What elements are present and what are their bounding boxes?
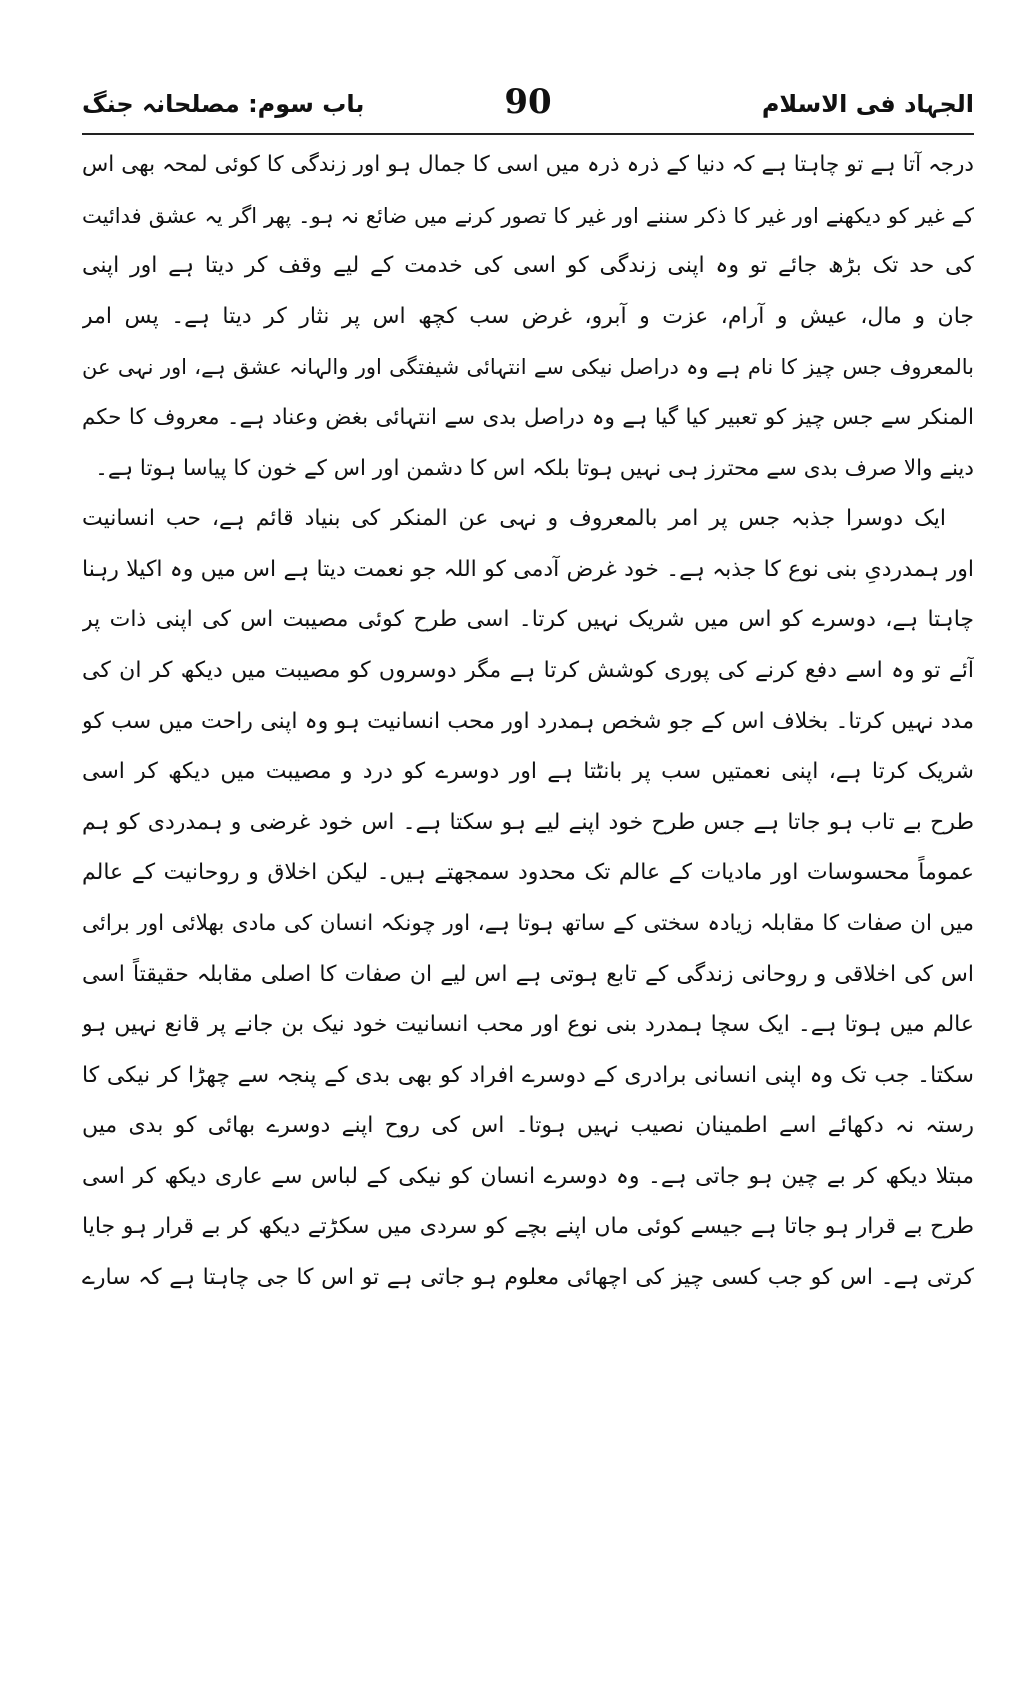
text-line: عالم میں ہوتا ہے۔ ایک سچا ہمدرد بنی نوع اور محب انسانیت خود نیک بن جانے پر قانع نہیں ہو	[82, 1012, 974, 1038]
paragraph	[82, 140, 974, 494]
text-line: عموماً محسوسات اور مادیات کے عالم تک محدود سمجھتے ہیں۔ لیکن اخلاق و روحانیت کے عالم	[82, 860, 974, 886]
text-line: طرح بے قرار ہو جاتا ہے جیسے کوئی ماں اپنے بچے کو سردی میں سکڑتے دیکھ کر بے قرار ہو جایا	[82, 1214, 974, 1240]
text-line: اور ہمدردیِ بنی نوع کا جذبہ ہے۔ خود غرض آدمی کو اللہ جو نعمت دیتا ہے اس میں وہ اکیلا رہنا	[82, 556, 974, 582]
header-rule	[82, 133, 974, 135]
text-line: رستہ نہ دکھائے اسے اطمینان نصیب نہیں ہوتا۔ اس کی روح اپنے دوسرے بھائی کو بدی میں	[82, 1113, 974, 1139]
running-header	[82, 82, 974, 132]
text-line: شریک کرتا ہے، اپنی نعمتیں سب پر بانٹتا ہے اور دوسرے کو درد و مصیبت میں دیکھ کر اسی	[82, 759, 974, 785]
text-line: کے غیر کو دیکھنے اور غیر کا ذکر سننے اور غیر کا تصور کرنے میں ضائع نہ ہو۔ پھر اگر یہ عشق فدائیت	[82, 203, 974, 228]
text-line: کی حد تک بڑھ جائے تو وہ اپنی زندگی کو اسی کی خدمت کے لیے وقف کر دیتا ہے اور اپنی	[82, 253, 974, 279]
text-line: اس کی اخلاقی و روحانی زندگی کے تابع ہوتی ہے اس لیے ان صفات کا اصلی مقابلہ حقیقتاً اسی	[82, 961, 974, 987]
page-number: 90	[504, 82, 552, 122]
text-line: المنکر سے جس چیز کو تعبیر کیا گیا ہے وہ دراصل بدی سے انتہائی بغض وعناد ہے۔ معروف کا حکم	[82, 404, 974, 430]
text-line: طرح بے تاب ہو جاتا ہے جس طرح خود اپنے لیے ہو سکتا ہے۔ اس خود غرضی و ہمدردی کو ہم	[82, 809, 974, 835]
text-line: بالمعروف جس چیز کا نام ہے وہ دراصل نیکی سے انتہائی شیفتگی اور والہانہ عشق ہے، اور نہی عن	[82, 355, 974, 380]
body-text	[82, 140, 974, 1304]
paragraph	[82, 494, 974, 1304]
text-line: چاہتا ہے، دوسرے کو اس میں شریک نہیں کرتا۔ اسی طرح کوئی مصیبت اس کی اپنی ذات پر	[82, 607, 974, 633]
text-line: میں ان صفات کا مقابلہ زیادہ سختی کے ساتھ ہوتا ہے، اور چونکہ انسان کی مادی بھلائی اور برائی	[82, 910, 974, 936]
text-line: دینے والا صرف بدی سے محترز ہی نہیں ہوتا بلکہ اس کا دشمن اور اس کے خون کا پیاسا ہوتا ہے۔	[95, 455, 974, 481]
text-line: ایک دوسرا جذبہ جس پر امر بالمعروف و نہی عن المنکر کی بنیاد قائم ہے، حب انسانیت	[82, 506, 946, 532]
text-line: کرتی ہے۔ اس کو جب کسی چیز کی اچھائی معلوم ہو جاتی ہے تو اس کا جی چاہتا ہے کہ سارے	[82, 1265, 974, 1291]
text-line: مبتلا دیکھ کر بے چین ہو جاتی ہے۔ وہ دوسرے انسان کو نیکی کے لباس سے عاری دیکھ کر اسی	[82, 1163, 974, 1189]
text-line: جان و مال، عیش و آرام، عزت و آبرو، غرض سب کچھ اس پر نثار کر دیتا ہے۔ پس امر	[82, 303, 974, 329]
text-line: مدد نہیں کرتا۔ بخلاف اس کے جو شخص ہمدرد اور محب انسانیت ہو وہ اپنی راحت میں سب کو	[82, 708, 974, 734]
text-line: سکتا۔ جب تک وہ اپنی انسانی برادری کے دوسرے افراد کو بھی بدی کے پنجہ سے چھڑا کر نیکی کا	[82, 1062, 974, 1088]
chapter-title: باب سوم: مصلحانہ جنگ	[82, 90, 365, 118]
book-title: الجہاد فی الاسلام	[761, 90, 974, 118]
text-line: درجہ آتا ہے تو چاہتا ہے کہ دنیا کے ذرہ ذرہ میں اسی کا جمال ہو اور زندگی کا کوئی لمحہ بھی اس	[82, 152, 974, 177]
text-line: آئے تو وہ اسے دفع کرنے کی پوری کوشش کرتا ہے مگر دوسروں کو مصیبت میں دیکھ کر ان کی	[82, 657, 974, 683]
